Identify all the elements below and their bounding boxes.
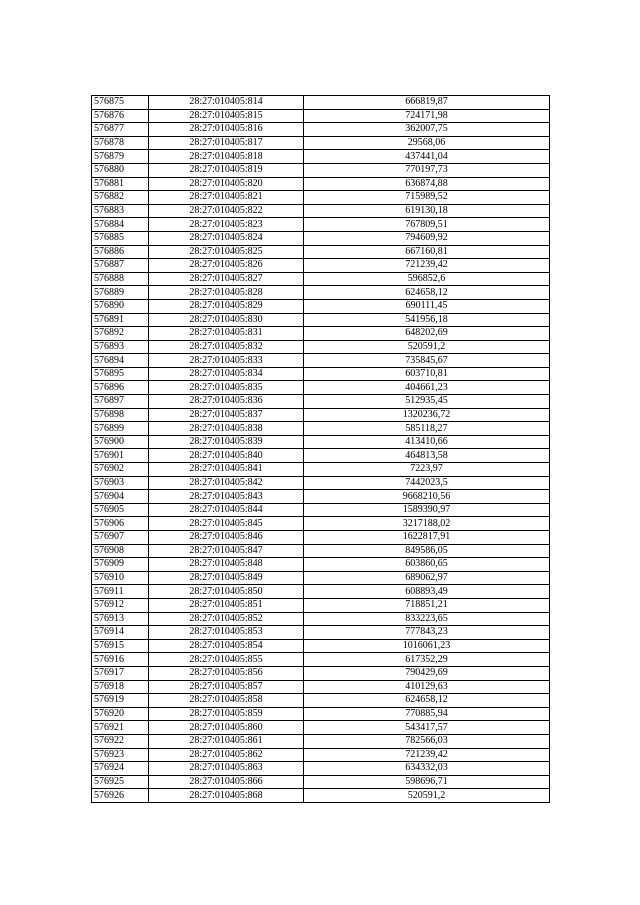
cadastral-number-cell: 28:27:010405:868 bbox=[149, 789, 304, 803]
value-cell: 790429,69 bbox=[304, 666, 550, 680]
table-row bbox=[92, 299, 550, 313]
table-row bbox=[92, 762, 550, 776]
cadastral-number-cell: 28:27:010405:831 bbox=[149, 327, 304, 341]
cadastral-number-cell: 28:27:010405:820 bbox=[149, 177, 304, 191]
value-cell: 520591,2 bbox=[304, 789, 550, 803]
row-number-cell: 576923 bbox=[92, 748, 149, 762]
row-number-cell: 576919 bbox=[92, 694, 149, 708]
cadastral-number-cell: 28:27:010405:854 bbox=[149, 639, 304, 653]
row-number-cell: 576880 bbox=[92, 163, 149, 177]
value-cell: 794609,92 bbox=[304, 231, 550, 245]
cadastral-number-cell: 28:27:010405:834 bbox=[149, 367, 304, 381]
row-number-cell: 576909 bbox=[92, 558, 149, 572]
row-number-cell: 576892 bbox=[92, 327, 149, 341]
cadastral-number-cell: 28:27:010405:857 bbox=[149, 680, 304, 694]
row-number-cell: 576889 bbox=[92, 286, 149, 300]
row-number-cell: 576899 bbox=[92, 422, 149, 436]
value-cell: 464813,58 bbox=[304, 449, 550, 463]
value-cell: 624658,12 bbox=[304, 286, 550, 300]
cadastral-number-cell: 28:27:010405:824 bbox=[149, 231, 304, 245]
row-number-cell: 576908 bbox=[92, 544, 149, 558]
cadastral-number-cell: 28:27:010405:833 bbox=[149, 354, 304, 368]
value-cell: 724171,98 bbox=[304, 109, 550, 123]
value-cell: 619130,18 bbox=[304, 204, 550, 218]
cadastral-number-cell: 28:27:010405:863 bbox=[149, 762, 304, 776]
row-number-cell: 576905 bbox=[92, 503, 149, 517]
value-cell: 413410,66 bbox=[304, 435, 550, 449]
cadastral-number-cell: 28:27:010405:816 bbox=[149, 123, 304, 137]
value-cell: 648202,69 bbox=[304, 327, 550, 341]
table-row bbox=[92, 789, 550, 803]
row-number-cell: 576902 bbox=[92, 463, 149, 477]
table-row bbox=[92, 476, 550, 490]
table-row bbox=[92, 313, 550, 327]
value-cell: 636874,88 bbox=[304, 177, 550, 191]
table-row bbox=[92, 653, 550, 667]
value-cell: 512935,45 bbox=[304, 395, 550, 409]
row-number-cell: 576897 bbox=[92, 395, 149, 409]
cadastral-number-cell: 28:27:010405:853 bbox=[149, 626, 304, 640]
value-cell: 410129,63 bbox=[304, 680, 550, 694]
value-cell: 617352,29 bbox=[304, 653, 550, 667]
cadastral-number-cell: 28:27:010405:844 bbox=[149, 503, 304, 517]
row-number-cell: 576904 bbox=[92, 490, 149, 504]
table-row bbox=[92, 707, 550, 721]
table-row bbox=[92, 123, 550, 137]
value-cell: 634332,03 bbox=[304, 762, 550, 776]
table-row bbox=[92, 218, 550, 232]
value-cell: 777843,23 bbox=[304, 626, 550, 640]
cadastral-number-cell: 28:27:010405:838 bbox=[149, 422, 304, 436]
value-cell: 833223,65 bbox=[304, 612, 550, 626]
row-number-cell: 576903 bbox=[92, 476, 149, 490]
value-cell: 721239,42 bbox=[304, 259, 550, 273]
value-cell: 735845,67 bbox=[304, 354, 550, 368]
cadastral-number-cell: 28:27:010405:859 bbox=[149, 707, 304, 721]
row-number-cell: 576891 bbox=[92, 313, 149, 327]
row-number-cell: 576875 bbox=[92, 96, 149, 110]
table-row bbox=[92, 571, 550, 585]
value-cell: 667160,81 bbox=[304, 245, 550, 259]
cadastral-number-cell: 28:27:010405:822 bbox=[149, 204, 304, 218]
value-cell: 603710,81 bbox=[304, 367, 550, 381]
table-row bbox=[92, 231, 550, 245]
cadastral-number-cell: 28:27:010405:861 bbox=[149, 734, 304, 748]
row-number-cell: 576917 bbox=[92, 666, 149, 680]
cadastral-number-cell: 28:27:010405:839 bbox=[149, 435, 304, 449]
table-row bbox=[92, 435, 550, 449]
table-row bbox=[92, 272, 550, 286]
row-number-cell: 576900 bbox=[92, 435, 149, 449]
row-number-cell: 576896 bbox=[92, 381, 149, 395]
row-number-cell: 576920 bbox=[92, 707, 149, 721]
table-row bbox=[92, 136, 550, 150]
value-cell: 598696,71 bbox=[304, 775, 550, 789]
row-number-cell: 576912 bbox=[92, 598, 149, 612]
row-number-cell: 576883 bbox=[92, 204, 149, 218]
table-row bbox=[92, 191, 550, 205]
value-cell: 689062,97 bbox=[304, 571, 550, 585]
row-number-cell: 576881 bbox=[92, 177, 149, 191]
cadastral-number-cell: 28:27:010405:832 bbox=[149, 340, 304, 354]
row-number-cell: 576876 bbox=[92, 109, 149, 123]
cadastral-number-cell: 28:27:010405:846 bbox=[149, 531, 304, 545]
cadastral-number-cell: 28:27:010405:815 bbox=[149, 109, 304, 123]
cadastral-number-cell: 28:27:010405:858 bbox=[149, 694, 304, 708]
cadastral-number-cell: 28:27:010405:829 bbox=[149, 299, 304, 313]
value-cell: 718851,21 bbox=[304, 598, 550, 612]
cadastral-number-cell: 28:27:010405:835 bbox=[149, 381, 304, 395]
cadastral-value-table bbox=[91, 95, 550, 803]
table-row bbox=[92, 680, 550, 694]
row-number-cell: 576890 bbox=[92, 299, 149, 313]
value-cell: 541956,18 bbox=[304, 313, 550, 327]
row-number-cell: 576914 bbox=[92, 626, 149, 640]
row-number-cell: 576886 bbox=[92, 245, 149, 259]
row-number-cell: 576893 bbox=[92, 340, 149, 354]
table-row bbox=[92, 463, 550, 477]
table-row bbox=[92, 395, 550, 409]
row-number-cell: 576910 bbox=[92, 571, 149, 585]
table-row bbox=[92, 531, 550, 545]
cadastral-number-cell: 28:27:010405:848 bbox=[149, 558, 304, 572]
table-row bbox=[92, 612, 550, 626]
table-row bbox=[92, 109, 550, 123]
cadastral-number-cell: 28:27:010405:818 bbox=[149, 150, 304, 164]
value-cell: 1320236,72 bbox=[304, 408, 550, 422]
cadastral-number-cell: 28:27:010405:827 bbox=[149, 272, 304, 286]
row-number-cell: 576926 bbox=[92, 789, 149, 803]
table-row bbox=[92, 150, 550, 164]
value-cell: 603860,65 bbox=[304, 558, 550, 572]
table-row bbox=[92, 408, 550, 422]
table-row bbox=[92, 558, 550, 572]
table-row bbox=[92, 585, 550, 599]
row-number-cell: 576882 bbox=[92, 191, 149, 205]
row-number-cell: 576879 bbox=[92, 150, 149, 164]
value-cell: 715989,52 bbox=[304, 191, 550, 205]
row-number-cell: 576884 bbox=[92, 218, 149, 232]
table-row bbox=[92, 694, 550, 708]
cadastral-number-cell: 28:27:010405:850 bbox=[149, 585, 304, 599]
value-cell: 585118,27 bbox=[304, 422, 550, 436]
value-cell: 782566,03 bbox=[304, 734, 550, 748]
row-number-cell: 576925 bbox=[92, 775, 149, 789]
cadastral-number-cell: 28:27:010405:852 bbox=[149, 612, 304, 626]
value-cell: 29568,06 bbox=[304, 136, 550, 150]
cadastral-number-cell: 28:27:010405:847 bbox=[149, 544, 304, 558]
cadastral-number-cell: 28:27:010405:821 bbox=[149, 191, 304, 205]
cadastral-number-cell: 28:27:010405:856 bbox=[149, 666, 304, 680]
cadastral-number-cell: 28:27:010405:836 bbox=[149, 395, 304, 409]
row-number-cell: 576898 bbox=[92, 408, 149, 422]
cadastral-number-cell: 28:27:010405:860 bbox=[149, 721, 304, 735]
row-number-cell: 576913 bbox=[92, 612, 149, 626]
value-cell: 1622817,91 bbox=[304, 531, 550, 545]
table-row bbox=[92, 721, 550, 735]
table-row bbox=[92, 449, 550, 463]
table-row bbox=[92, 245, 550, 259]
value-cell: 721239,42 bbox=[304, 748, 550, 762]
row-number-cell: 576888 bbox=[92, 272, 149, 286]
row-number-cell: 576901 bbox=[92, 449, 149, 463]
value-cell: 770197,73 bbox=[304, 163, 550, 177]
table-row bbox=[92, 354, 550, 368]
row-number-cell: 576918 bbox=[92, 680, 149, 694]
value-cell: 596852,6 bbox=[304, 272, 550, 286]
table-row bbox=[92, 544, 550, 558]
row-number-cell: 576924 bbox=[92, 762, 149, 776]
value-cell: 1016061,23 bbox=[304, 639, 550, 653]
cadastral-number-cell: 28:27:010405:866 bbox=[149, 775, 304, 789]
table-row bbox=[92, 490, 550, 504]
row-number-cell: 576877 bbox=[92, 123, 149, 137]
cadastral-number-cell: 28:27:010405:825 bbox=[149, 245, 304, 259]
value-cell: 608893,49 bbox=[304, 585, 550, 599]
cadastral-number-cell: 28:27:010405:849 bbox=[149, 571, 304, 585]
value-cell: 362007,75 bbox=[304, 123, 550, 137]
row-number-cell: 576878 bbox=[92, 136, 149, 150]
value-cell: 767809,51 bbox=[304, 218, 550, 232]
value-cell: 690111,45 bbox=[304, 299, 550, 313]
table-row bbox=[92, 286, 550, 300]
value-cell: 543417,57 bbox=[304, 721, 550, 735]
table-body bbox=[92, 96, 550, 803]
table-row bbox=[92, 177, 550, 191]
value-cell: 9668210,56 bbox=[304, 490, 550, 504]
table-row bbox=[92, 517, 550, 531]
cadastral-number-cell: 28:27:010405:814 bbox=[149, 96, 304, 110]
cadastral-number-cell: 28:27:010405:843 bbox=[149, 490, 304, 504]
value-cell: 520591,2 bbox=[304, 340, 550, 354]
cadastral-number-cell: 28:27:010405:823 bbox=[149, 218, 304, 232]
value-cell: 770885,94 bbox=[304, 707, 550, 721]
value-cell: 404661,23 bbox=[304, 381, 550, 395]
cadastral-number-cell: 28:27:010405:851 bbox=[149, 598, 304, 612]
table-row bbox=[92, 163, 550, 177]
row-number-cell: 576906 bbox=[92, 517, 149, 531]
value-cell: 1589390,97 bbox=[304, 503, 550, 517]
cadastral-number-cell: 28:27:010405:828 bbox=[149, 286, 304, 300]
row-number-cell: 576922 bbox=[92, 734, 149, 748]
row-number-cell: 576907 bbox=[92, 531, 149, 545]
cadastral-number-cell: 28:27:010405:830 bbox=[149, 313, 304, 327]
value-cell: 849586,05 bbox=[304, 544, 550, 558]
cadastral-number-cell: 28:27:010405:817 bbox=[149, 136, 304, 150]
row-number-cell: 576887 bbox=[92, 259, 149, 273]
table-row bbox=[92, 327, 550, 341]
cadastral-number-cell: 28:27:010405:842 bbox=[149, 476, 304, 490]
table-row bbox=[92, 367, 550, 381]
cadastral-number-cell: 28:27:010405:862 bbox=[149, 748, 304, 762]
row-number-cell: 576894 bbox=[92, 354, 149, 368]
table-row bbox=[92, 639, 550, 653]
cadastral-number-cell: 28:27:010405:855 bbox=[149, 653, 304, 667]
table-row bbox=[92, 204, 550, 218]
value-cell: 7223,97 bbox=[304, 463, 550, 477]
cadastral-number-cell: 28:27:010405:819 bbox=[149, 163, 304, 177]
table-row bbox=[92, 381, 550, 395]
row-number-cell: 576885 bbox=[92, 231, 149, 245]
table-row bbox=[92, 422, 550, 436]
row-number-cell: 576915 bbox=[92, 639, 149, 653]
row-number-cell: 576895 bbox=[92, 367, 149, 381]
row-number-cell: 576911 bbox=[92, 585, 149, 599]
cadastral-number-cell: 28:27:010405:845 bbox=[149, 517, 304, 531]
table-row bbox=[92, 598, 550, 612]
table-row bbox=[92, 666, 550, 680]
cadastral-number-cell: 28:27:010405:841 bbox=[149, 463, 304, 477]
cadastral-number-cell: 28:27:010405:837 bbox=[149, 408, 304, 422]
row-number-cell: 576921 bbox=[92, 721, 149, 735]
value-cell: 437441,04 bbox=[304, 150, 550, 164]
value-cell: 666819,87 bbox=[304, 96, 550, 110]
value-cell: 624658,12 bbox=[304, 694, 550, 708]
table-row bbox=[92, 259, 550, 273]
table-row bbox=[92, 748, 550, 762]
table-row bbox=[92, 626, 550, 640]
table-row bbox=[92, 734, 550, 748]
table-row bbox=[92, 775, 550, 789]
cadastral-number-cell: 28:27:010405:826 bbox=[149, 259, 304, 273]
value-cell: 7442023,5 bbox=[304, 476, 550, 490]
table-row bbox=[92, 340, 550, 354]
value-cell: 3217188,02 bbox=[304, 517, 550, 531]
table-row bbox=[92, 96, 550, 110]
table-row bbox=[92, 503, 550, 517]
row-number-cell: 576916 bbox=[92, 653, 149, 667]
cadastral-number-cell: 28:27:010405:840 bbox=[149, 449, 304, 463]
